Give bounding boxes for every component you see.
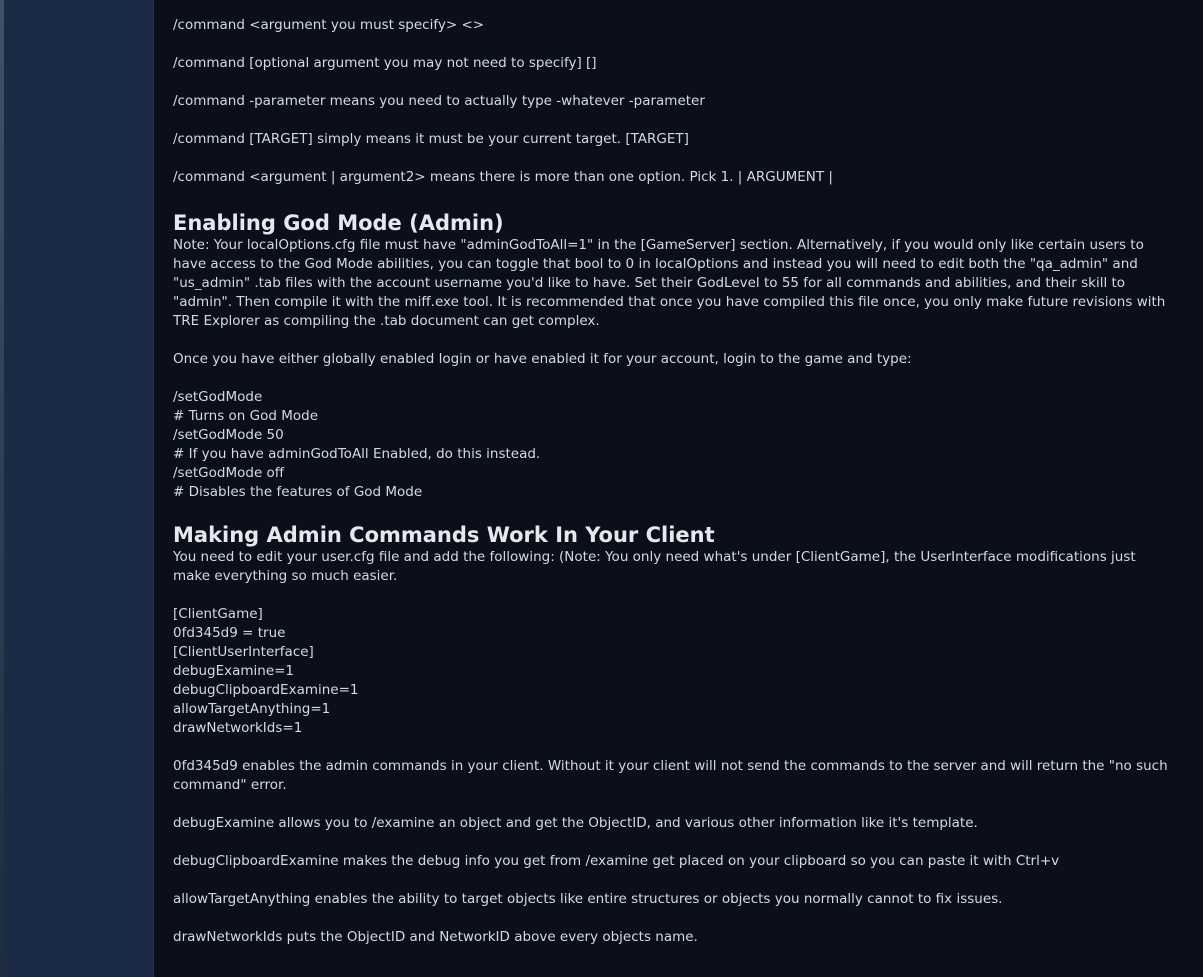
client-config-block (173, 605, 1173, 738)
config-line: debugExamine=1 (173, 663, 295, 679)
syntax-line: /command <argument | argument2> means there is more than one option. Pick 1. | ARGUMENT | (173, 169, 833, 185)
command-comment: # If you have adminGodToAll Enabled, do this instead. (173, 446, 541, 462)
godmode-note: Note: Your localOptions.cfg file must have "adminGodToAll=1" in the [GameServer] section. Alternatively, if you would only like certain users to have access to the God Mode abilities, you can toggle that bool to 0 in localOptions and instead you will need to edit both the "qa_admin" and "us_admin" .tab files with the account username you'd like to have. Set their GodLevel to 55 for all commands and abilities, and their skill to "admin". Then compile it with the miff.exe tool. It is recommended that once you have compiled this file once, you only make future revisions with TRE Explorer as compiling the .tab document can get complex. (173, 237, 1170, 329)
config-explanation: allowTargetAnything enables the ability to target objects like entire structures or objects you normally cannot to fix issues. (173, 891, 1003, 907)
godmode-instructions: Once you have either globally enabled login or have enabled it for your account, login to the game and type: (173, 351, 912, 367)
config-explanation: drawNetworkIds puts the ObjectID and NetworkID above every objects name. (173, 929, 698, 945)
config-line: allowTargetAnything=1 (173, 701, 331, 717)
config-explanation: debugExamine allows you to /examine an object and get the ObjectID, and various other information like it's template. (173, 815, 978, 831)
config-line: [ClientGame] (173, 606, 263, 622)
syntax-line: /command [TARGET] simply means it must be your current target. [TARGET] (173, 131, 689, 147)
config-line: [ClientUserInterface] (173, 644, 314, 660)
command-line: /setGodMode (173, 389, 263, 405)
config-line: debugClipboardExamine=1 (173, 682, 359, 698)
syntax-line: /command <argument you must specify> <> (173, 17, 485, 33)
client-heading: Making Admin Commands Work In Your Client (173, 523, 715, 547)
config-explanation: 0fd345d9 enables the admin commands in your client. Without it your client will not send the commands to the server and will return the "no such command" error. (173, 758, 1172, 793)
main-content (154, 0, 1203, 977)
command-comment: # Turns on God Mode (173, 408, 319, 424)
syntax-line: /command -parameter means you need to actually type -whatever -parameter (173, 93, 705, 109)
command-line: /setGodMode off (173, 465, 285, 481)
godmode-command-list (173, 388, 1173, 502)
godmode-heading: Enabling God Mode (Admin) (173, 211, 504, 235)
config-explanation: debugClipboardExamine makes the debug info you get from /examine get placed on your clipboard so you can paste it with Ctrl+v (173, 853, 1060, 869)
config-line: drawNetworkIds=1 (173, 720, 303, 736)
config-line: 0fd345d9 = true (173, 625, 286, 641)
article-body (173, 16, 1173, 947)
syntax-line: /command [optional argument you may not need to specify] [] (173, 55, 597, 71)
command-comment: # Disables the features of God Mode (173, 484, 423, 500)
sidebar (4, 0, 153, 977)
command-line: /setGodMode 50 (173, 427, 284, 443)
client-intro: You need to edit your user.cfg file and add the following: (Note: You only need what's under [ClientGame], the UserInterface modifications just make everything so much easier. (173, 549, 1140, 584)
